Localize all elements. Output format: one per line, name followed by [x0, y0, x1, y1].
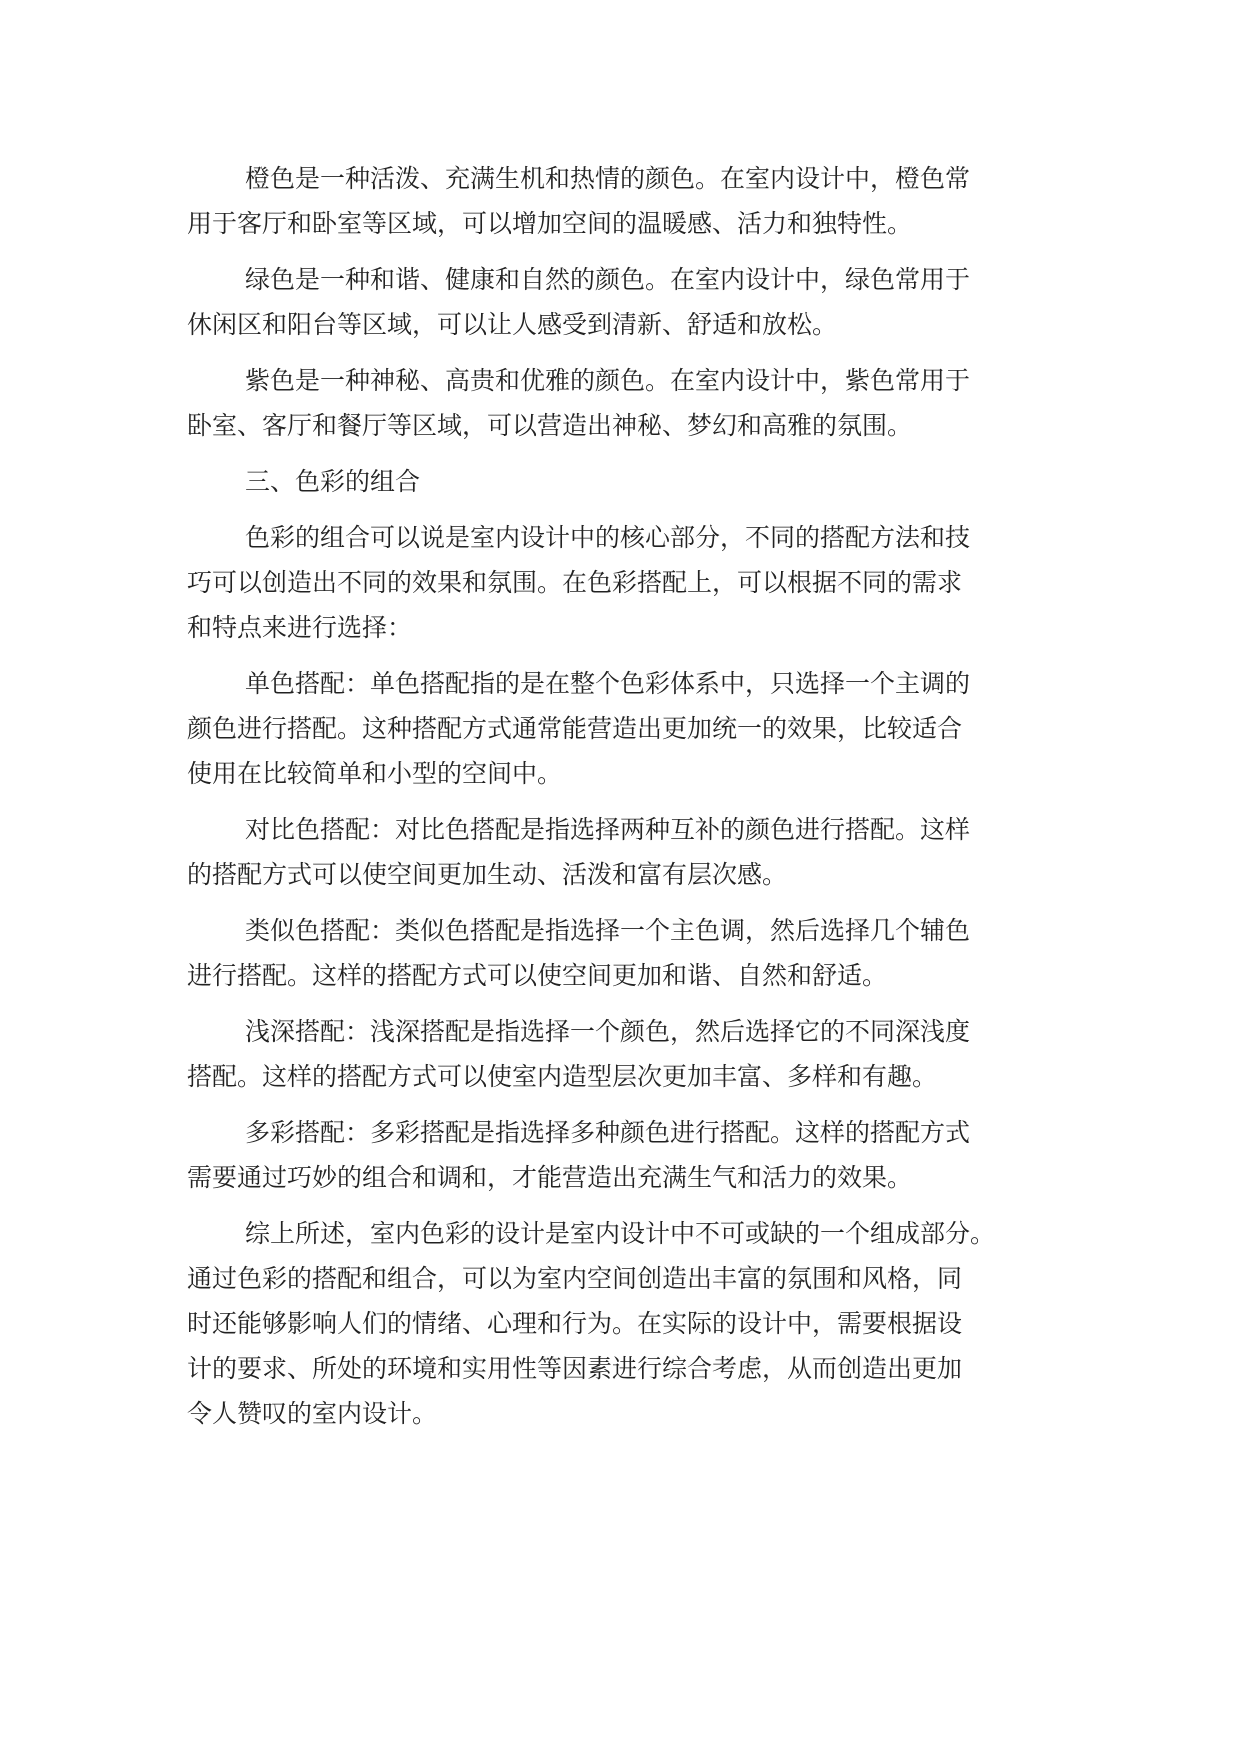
- section-heading: [187, 459, 1087, 504]
- paragraph-conclusion: [187, 1211, 1087, 1436]
- text-line: 使用在比较简单和小型的空间中。: [187, 759, 563, 788]
- text-line: 的搭配方式可以使空间更加生动、活泼和富有层次感。: [187, 860, 788, 889]
- paragraph-purple: [187, 358, 1087, 448]
- text-line: 颜色进行搭配。这种搭配方式通常能营造出更加统一的效果，比较适合: [187, 714, 963, 743]
- paragraph-analogous: [187, 908, 1087, 998]
- text-line: 用于客厅和卧室等区域，可以增加空间的温暖感、活力和独特性。: [187, 209, 913, 238]
- text-line: 令人赞叹的室内设计。: [187, 1399, 438, 1428]
- text-line: 紫色是一种神秘、高贵和优雅的颜色。在室内设计中，紫色常用于: [245, 366, 971, 395]
- text-line: 需要通过巧妙的组合和调和，才能营造出充满生气和活力的效果。: [187, 1163, 913, 1192]
- text-line: 计的要求、所处的环境和实用性等因素进行综合考虑，从而创造出更加: [187, 1354, 963, 1383]
- text-line: 色彩的组合可以说是室内设计中的核心部分，不同的搭配方法和技: [245, 523, 971, 552]
- text-line: 类似色搭配：类似色搭配是指选择一个主色调，然后选择几个辅色: [245, 916, 971, 945]
- text-line: 对比色搭配：对比色搭配是指选择两种互补的颜色进行搭配。这样: [245, 815, 971, 844]
- text-line: 和特点来进行选择：: [187, 613, 413, 642]
- paragraph-green: [187, 257, 1087, 347]
- paragraph-monochrome: [187, 661, 1087, 796]
- text-line: 卧室、客厅和餐厅等区域，可以营造出神秘、梦幻和高雅的氛围。: [187, 411, 913, 440]
- text-line: 多彩搭配：多彩搭配是指选择多种颜色进行搭配。这样的搭配方式: [245, 1118, 971, 1147]
- text-line: 绿色是一种和谐、健康和自然的颜色。在室内设计中，绿色常用于: [245, 265, 971, 294]
- paragraph-light-dark: [187, 1009, 1087, 1099]
- text-line: 巧可以创造出不同的效果和氛围。在色彩搭配上，可以根据不同的需求: [187, 568, 963, 597]
- text-line: 时还能够影响人们的情绪、心理和行为。在实际的设计中，需要根据设: [187, 1309, 963, 1338]
- text-line: 浅深搭配：浅深搭配是指选择一个颜色，然后选择它的不同深浅度: [245, 1017, 971, 1046]
- text-line: 综上所述，室内色彩的设计是室内设计中不可或缺的一个组成部分。: [245, 1219, 996, 1248]
- paragraph-orange: [187, 156, 1087, 246]
- paragraph-contrast: [187, 807, 1087, 897]
- text-line: 单色搭配：单色搭配指的是在整个色彩体系中，只选择一个主调的: [245, 669, 971, 698]
- document-body: [187, 156, 1087, 1436]
- text-line: 搭配。这样的搭配方式可以使室内造型层次更加丰富、多样和有趣。: [187, 1062, 938, 1091]
- text-line: 通过色彩的搭配和组合，可以为室内空间创造出丰富的氛围和风格，同: [187, 1264, 963, 1293]
- text-line: 休闲区和阳台等区域，可以让人感受到清新、舒适和放松。: [187, 310, 838, 339]
- heading-text: 三、色彩的组合: [245, 467, 421, 496]
- text-line: 橙色是一种活泼、充满生机和热情的颜色。在室内设计中，橙色常: [245, 164, 971, 193]
- paragraph-combination-intro: [187, 515, 1087, 650]
- text-line: 进行搭配。这样的搭配方式可以使空间更加和谐、自然和舒适。: [187, 961, 888, 990]
- paragraph-multicolor: [187, 1110, 1087, 1200]
